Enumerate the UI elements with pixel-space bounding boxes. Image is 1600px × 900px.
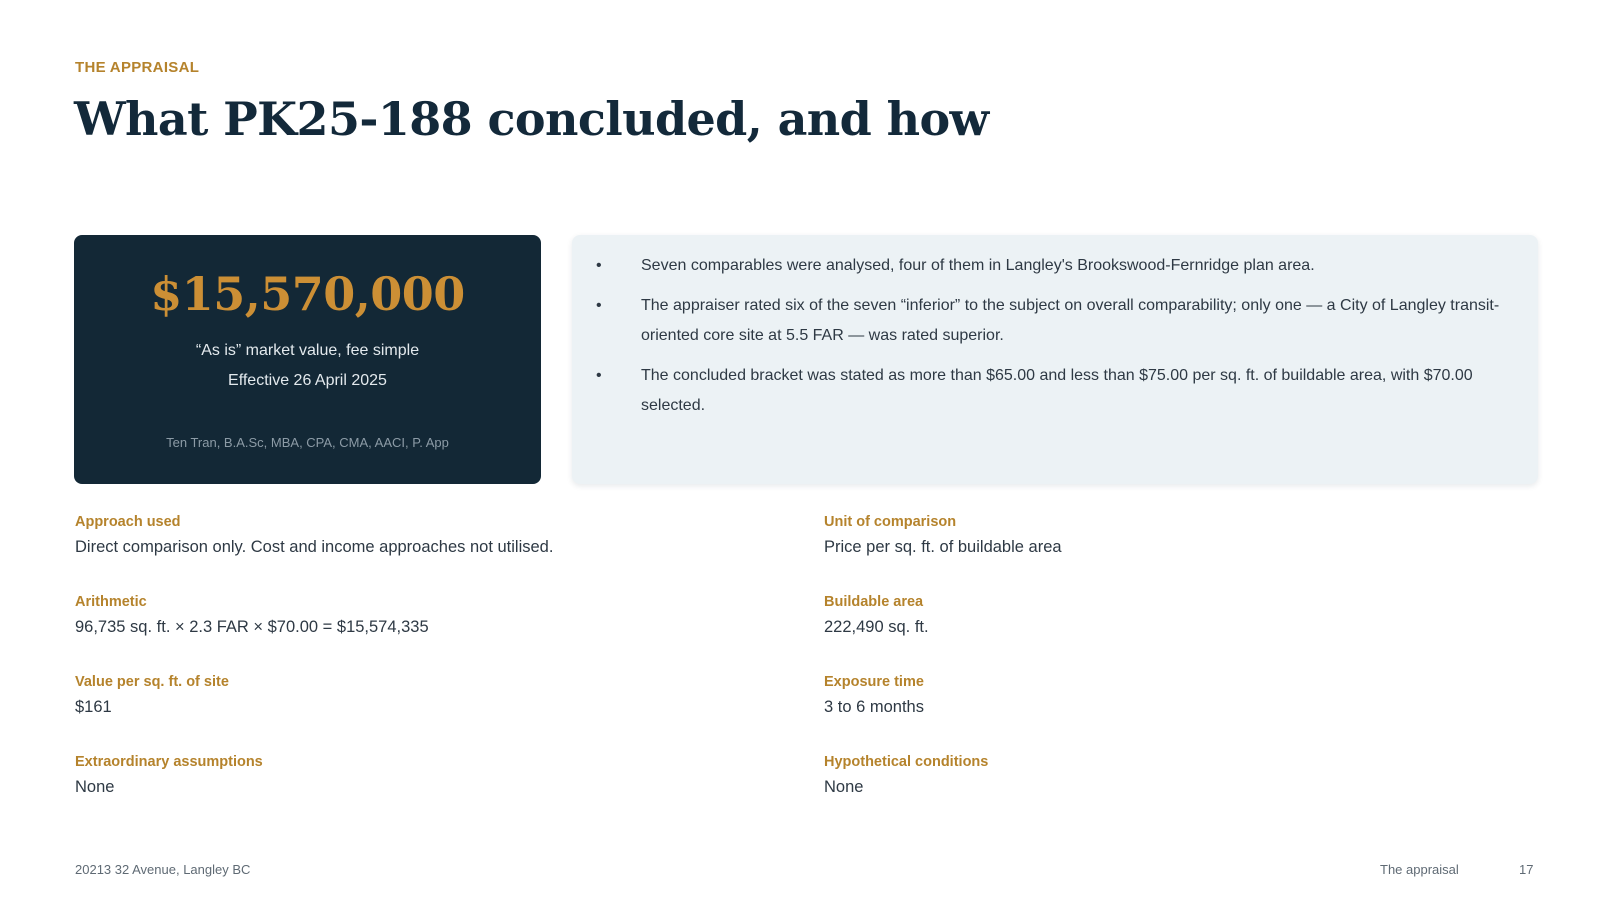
section-eyebrow: THE APPRAISAL [75,59,200,76]
bullet-icon: • [596,297,602,314]
field-value: None [824,778,864,796]
field-label: Extraordinary assumptions [75,754,263,770]
field-value: 96,735 sq. ft. × 2.3 FAR × $70.00 = $15,574,335 [75,618,429,636]
field-label: Unit of comparison [824,514,957,530]
footer-section-name: The appraisal [1380,862,1459,877]
field-value: Direct comparison only. Cost and income approaches not utilised. [75,538,554,556]
field-label: Exposure time [824,674,924,690]
field-exposure-time [824,672,1514,718]
field-approach-used [75,512,765,558]
field-arithmetic [75,592,765,638]
field-label: Arithmetic [75,594,147,610]
list-item [596,251,1508,281]
list-item-text: The concluded bracket was stated as more than $65.00 and less than $75.00 per sq. ft. of buildable area, with $70.00 selected. [641,367,1473,414]
field-label: Buildable area [824,594,924,610]
field-value-per-sqft-site [75,672,765,718]
field-label: Value per sq. ft. of site [75,674,229,690]
field-value: 3 to 6 months [824,698,924,716]
page-number: 17 [1519,862,1534,877]
bullet-icon: • [596,367,602,384]
field-extraordinary-assumptions [75,752,765,798]
field-label: Approach used [75,514,181,530]
field-unit-of-comparison [824,512,1514,558]
field-hypothetical-conditions [824,752,1514,798]
concluded-value-amount: $15,570,000 [150,267,465,321]
key-findings-list [596,251,1508,431]
field-value: Price per sq. ft. of buildable area [824,538,1062,556]
footer-address: 20213 32 Avenue, Langley BC [75,862,251,877]
field-value: None [75,778,115,796]
key-findings-panel [572,235,1538,484]
list-item-text: The appraiser rated six of the seven “inferior” to the subject on overall comparability; only one — a City of Langley transit-oriented core site at 5.5 FAR — was rated superior. [641,297,1500,344]
field-label: Hypothetical conditions [824,754,989,770]
effective-date: Effective 26 April 2025 [228,372,387,389]
page-title: What PK25-188 concluded, and how [74,92,989,146]
field-value: $161 [75,698,112,716]
list-item-text: Seven comparables were analysed, four of them in Langley's Brookswood-Fernridge plan area. [641,257,1315,274]
concluded-value-card [74,235,541,484]
list-item [596,361,1508,421]
field-value: 222,490 sq. ft. [824,618,929,636]
value-basis: “As is” market value, fee simple [195,342,420,359]
list-item [596,291,1508,351]
bullet-icon: • [596,257,602,274]
appraiser-credit: Ten Tran, B.A.Sc, MBA, CPA, CMA, AACI, P. App [166,435,449,450]
field-buildable-area [824,592,1514,638]
